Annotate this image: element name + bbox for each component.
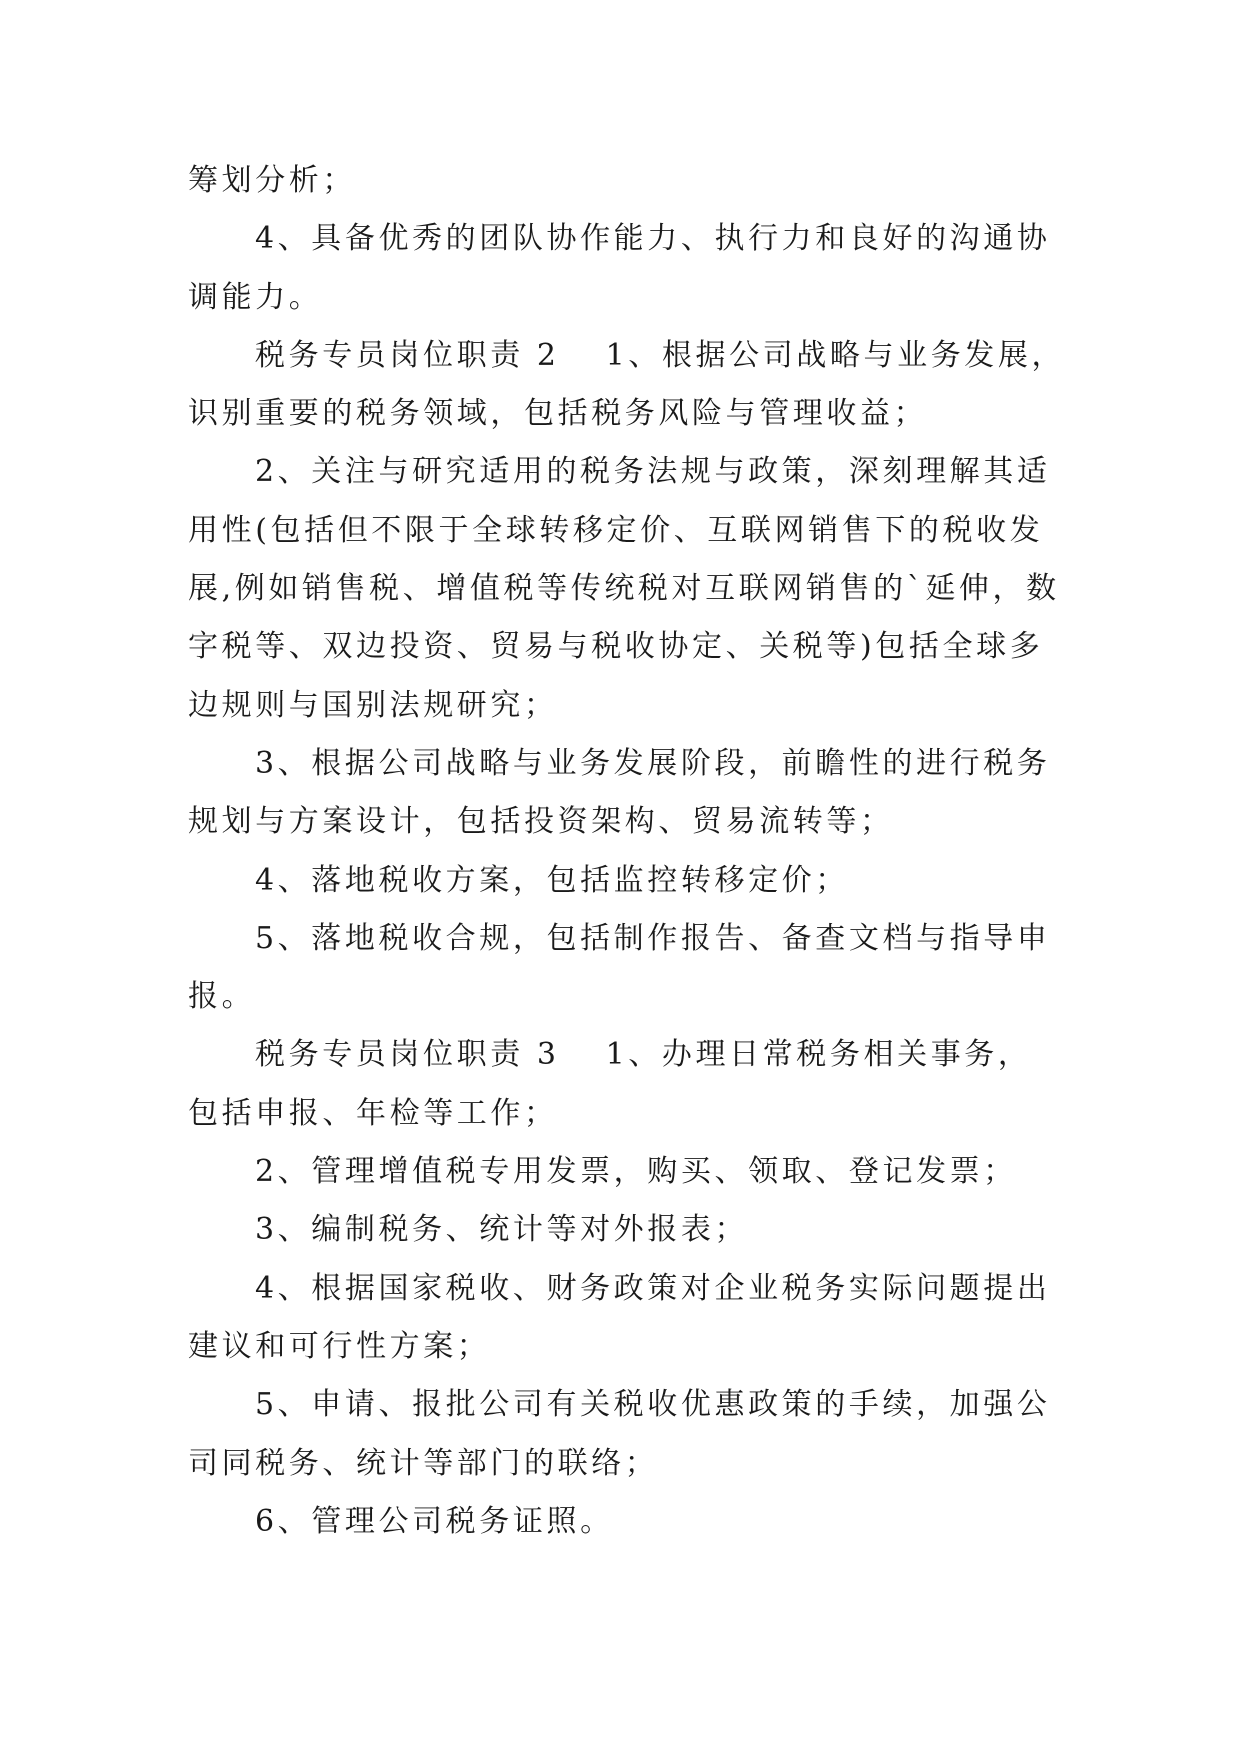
text-line — [188, 1318, 1058, 1376]
text-line — [188, 1376, 1058, 1434]
line-text: 筹划分析； — [188, 163, 356, 198]
text-line — [188, 1201, 1058, 1259]
line-text: 调能力。 — [188, 279, 323, 315]
line-text: 识别重要的税务领域，包括税务风险与管理收益； — [188, 396, 928, 432]
text-line — [188, 1085, 1058, 1143]
line-text: 用性(包括但不限于全球转移定价、互联网销售下的税收发 — [188, 512, 1044, 548]
line-text: 建议和可行性方案； — [188, 1328, 491, 1364]
line-text: 4、根据国家税收、财务政策对企业税务实际问题提出 — [255, 1270, 1051, 1306]
section-heading-line — [188, 1026, 1058, 1084]
section-heading: 税务专员岗位职责 3 — [255, 1037, 560, 1073]
text-line — [188, 1435, 1058, 1493]
line-text: 展,例如销售税、增值税等传统税对互联网销售的`延伸，数 — [188, 571, 1060, 607]
line-text: 1、根据公司战略与业务发展， — [605, 337, 1066, 373]
line-text: 规划与方案设计，包括投资架构、贸易流转等； — [188, 804, 894, 840]
line-text: 5、申请、报批公司有关税收优惠政策的手续，加强公 — [255, 1387, 1051, 1423]
document-body — [188, 152, 1066, 1551]
text-line — [188, 677, 1058, 735]
text-line — [188, 443, 1058, 501]
line-text: 司同税务、统计等部门的联络； — [188, 1445, 659, 1481]
line-text: 4、具备优秀的团队协作能力、执行力和良好的沟通协 — [255, 221, 1051, 257]
text-line — [188, 910, 1058, 968]
text-line — [188, 560, 1058, 618]
text-line — [188, 968, 1058, 1026]
text-line — [188, 852, 1058, 910]
text-line — [188, 210, 1058, 268]
line-text: 报。 — [188, 979, 256, 1015]
line-text: 1、办理日常税务相关事务， — [605, 1037, 1032, 1073]
line-text: 2、管理增值税专用发票，购买、领取、登记发票； — [255, 1154, 1017, 1190]
text-line — [188, 735, 1058, 793]
text-line — [188, 502, 1058, 560]
line-text: 3、根据公司战略与业务发展阶段，前瞻性的进行税务 — [255, 745, 1051, 781]
line-text: 6、管理公司税务证照。 — [255, 1503, 614, 1539]
text-line — [188, 1260, 1058, 1318]
line-text: 2、关注与研究适用的税务法规与政策，深刻理解其适 — [255, 454, 1051, 490]
line-text: 字税等、双边投资、贸易与税收协定、关税等)包括全球多 — [188, 629, 1044, 665]
text-line — [188, 385, 1058, 443]
section-heading-line — [188, 327, 1066, 385]
text-line — [188, 1493, 1058, 1551]
line-text: 3、编制税务、统计等对外报表； — [255, 1212, 749, 1248]
line-text: 4、落地税收方案，包括监控转移定价； — [255, 862, 849, 898]
line-text: 边规则与国别法规研究； — [188, 687, 558, 723]
text-line — [188, 152, 1058, 210]
section-heading: 税务专员岗位职责 2 — [255, 337, 560, 373]
text-line — [188, 1143, 1058, 1201]
text-line — [188, 793, 1058, 851]
text-line — [188, 618, 1058, 676]
line-text: 包括申报、年检等工作； — [188, 1095, 558, 1131]
line-text: 5、落地税收合规，包括制作报告、备查文档与指导申 — [255, 920, 1051, 956]
text-line — [188, 269, 1058, 327]
